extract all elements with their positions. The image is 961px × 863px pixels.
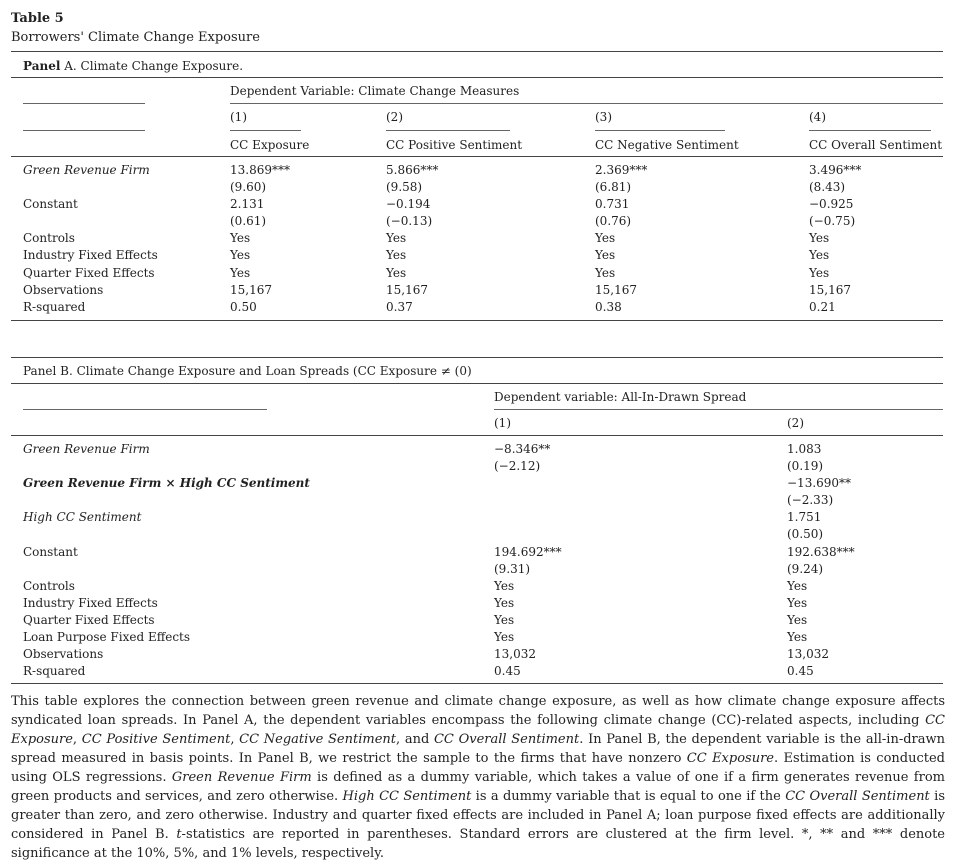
panel-a-dep-var-label: Dependent Variable: Climate Change Measures (230, 84, 520, 98)
panel-b-cell: Yes (494, 596, 515, 610)
panel-a-cell: 15,167 (386, 283, 428, 297)
panel-a-cell: Yes (595, 266, 616, 280)
panel-b-cell: Yes (787, 630, 808, 644)
panel-a-cell: Yes (386, 248, 407, 262)
panel-a-column-number: (1) (230, 110, 247, 124)
panel-a-cell: (0.61) (230, 214, 267, 228)
panel-a-cell: Yes (595, 248, 616, 262)
note-text: This table explores the connection between green revenue and climate change exposure, as well as how climate change exposure affects syndicated loan spreads. In Panel A, the dependent variables encompass the following climate change (CC)-related aspects, including (11, 694, 945, 728)
table-label: Table 5 (11, 11, 64, 26)
panel-a-cell: 15,167 (230, 283, 272, 297)
panel-a-cell: 3.496*** (809, 163, 862, 177)
panel-b-row-label: Controls (23, 579, 75, 593)
panel-a-column-rule (595, 130, 725, 131)
panel-a-rule-top (11, 77, 943, 78)
panel-a-cell: Yes (386, 266, 407, 280)
note-text: is a dummy variable that is equal to one if the (471, 789, 786, 804)
panel-a-cell: (0.76) (595, 214, 632, 228)
panel-b-row-label: Green Revenue Firm (23, 442, 150, 456)
panel-a-title-rest: A. Climate Change Exposure. (60, 59, 244, 73)
panel-b-cell: (9.24) (787, 562, 824, 576)
table-note (11, 692, 945, 863)
panel-a-column-name: CC Exposure (230, 138, 310, 152)
panel-a-cell: 0.50 (230, 300, 257, 314)
panel-b-cell: (0.50) (787, 527, 824, 541)
panel-b-cell: Yes (787, 613, 808, 627)
panel-a-cell: 5.866*** (386, 163, 439, 177)
panel-b-dep-var-label: Dependent variable: All-In-Drawn Spread (494, 390, 747, 404)
panel-a-column-rule (230, 130, 301, 131)
panel-b-column-number: (2) (787, 416, 804, 430)
note-term: CC Exposure (686, 751, 774, 766)
table-title: Borrowers' Climate Change Exposure (11, 30, 260, 45)
panel-a-cell: 15,167 (595, 283, 637, 297)
note-term: CC Positive Sentiment (81, 732, 231, 747)
panel-a-cell: 13.869*** (230, 163, 290, 177)
panel-b-cell: (−2.33) (787, 493, 834, 507)
panel-b-cell: 13,032 (494, 647, 536, 661)
panel-a-column-name: CC Overall Sentiment (809, 138, 943, 152)
panel-a-cell: Yes (230, 248, 251, 262)
top-rule (11, 51, 943, 52)
panel-a-cell: −0.194 (386, 197, 431, 211)
panel-a-cell: Yes (809, 266, 830, 280)
panel-a-cell: 0.731 (595, 197, 630, 211)
panel-b-row-label: Constant (23, 545, 78, 559)
panel-b-cell: −13.690** (787, 476, 852, 490)
note-text: , (230, 732, 240, 747)
note-text: . Estimation is conducted using OLS regressions. (11, 751, 945, 785)
note-term: t (176, 827, 182, 842)
panel-a-cell: Yes (809, 231, 830, 245)
panel-a-column-number: (3) (595, 110, 612, 124)
panel-b-rule-top (11, 357, 943, 358)
panel-b-title-rule (11, 383, 943, 384)
panel-a-cell: Yes (386, 231, 407, 245)
panel-b-cell: 1.083 (787, 442, 822, 456)
note-term: CC Overall Sentiment (433, 732, 580, 747)
note-text: is defined as a dummy variable, which takes a value of one if a firm generates revenue from green products and services, and zero otherwise. (11, 770, 945, 804)
panel-b-cell: 194.692*** (494, 545, 562, 559)
panel-a-cell: 2.131 (230, 197, 265, 211)
panel-b-header-rule (11, 435, 943, 436)
panel-b-cell: Yes (494, 613, 515, 627)
panel-a-cell: (−0.75) (809, 214, 856, 228)
panel-a-bottom-rule (11, 320, 943, 321)
panel-b-cell: 192.638*** (787, 545, 855, 559)
panel-a-cell: 0.38 (595, 300, 622, 314)
panel-b-row-label: R-squared (23, 664, 86, 678)
note-text: is greater than zero, and zero otherwise. Industry and quarter fixed effects are included in Panel A; loan purpose fixed effects are additionally considered in Panel B. (11, 789, 945, 842)
panel-a-cell: 0.37 (386, 300, 413, 314)
panel-b-title: Panel B. Climate Change Exposure and Loan Spreads (CC Exposure ≠ (0) (23, 364, 472, 378)
panel-a-row-label: Quarter Fixed Effects (23, 266, 155, 280)
note-term: Green Revenue Firm (171, 770, 312, 785)
panel-a-column-name: CC Positive Sentiment (386, 138, 523, 152)
panel-b-cell: Yes (494, 579, 515, 593)
panel-b-column-number: (1) (494, 416, 511, 430)
panel-a-cell: (9.60) (230, 180, 267, 194)
panel-a-cell: 15,167 (809, 283, 851, 297)
panel-a-column-number: (4) (809, 110, 826, 124)
panel-a-cell: Yes (809, 248, 830, 262)
panel-b-cell: Yes (494, 630, 515, 644)
panel-a-cell: (9.58) (386, 180, 423, 194)
panel-b-cell: (9.31) (494, 562, 531, 576)
panel-a-row-label: Controls (23, 231, 75, 245)
panel-a-row-label: Industry Fixed Effects (23, 248, 158, 262)
panel-a-cell: (−0.13) (386, 214, 433, 228)
panel-a-row-label: Constant (23, 197, 78, 211)
panel-a-cell: Yes (595, 231, 616, 245)
note-term: High CC Sentiment (342, 789, 472, 804)
panel-b-row-label: Green Revenue Firm × High CC Sentiment (23, 476, 310, 490)
panel-a-cell: −0.925 (809, 197, 854, 211)
note-term: CC Overall Sentiment (785, 789, 930, 804)
panel-b-dep-var-rule (494, 409, 943, 410)
panel-b-cell: Yes (787, 579, 808, 593)
panel-b-row-label: Quarter Fixed Effects (23, 613, 155, 627)
note-text: . In Panel B, the dependent variable is the all-in-drawn spread measured in basis points. In Panel B, we restrict the sample to the firms that have nonzero (11, 732, 945, 766)
panel-b-row-label: Loan Purpose Fixed Effects (23, 630, 191, 644)
note-term: CC Negative Sentiment (239, 732, 396, 747)
panel-a-cell: Yes (230, 266, 251, 280)
panel-b-row-label: Industry Fixed Effects (23, 596, 158, 610)
panel-b-cell: (−2.12) (494, 459, 541, 473)
panel-a-cell: Yes (230, 231, 251, 245)
panel-b-cell: 1.751 (787, 510, 822, 524)
note-term: CC Exposure (11, 713, 945, 747)
panel-b-bottom-rule (11, 683, 943, 684)
panel-b-cell: −8.346** (494, 442, 551, 456)
panel-a-column-name: CC Negative Sentiment (595, 138, 739, 152)
panel-a-row-label: Observations (23, 283, 104, 297)
panel-a-stub-rule-1 (23, 103, 145, 104)
panel-a-cell: (6.81) (595, 180, 632, 194)
panel-a-column-number: (2) (386, 110, 403, 124)
panel-a-cell: 2.369*** (595, 163, 648, 177)
panel-a-column-rule (386, 130, 510, 131)
note-text: , and (396, 732, 434, 747)
panel-a-title (23, 59, 243, 73)
panel-b-cell: (0.19) (787, 459, 824, 473)
panel-a-title-bold: Panel (23, 59, 61, 73)
panel-a-cell: 0.21 (809, 300, 836, 314)
panel-a-row-label: R-squared (23, 300, 86, 314)
panel-a-dep-var-rule (230, 103, 943, 104)
panel-b-row-label: High CC Sentiment (23, 510, 142, 524)
panel-a-row-label: Green Revenue Firm (23, 163, 150, 177)
panel-b-row-label: Observations (23, 647, 104, 661)
panel-b-cell: 0.45 (494, 664, 521, 678)
panel-b-cell: 13,032 (787, 647, 829, 661)
panel-a-stub-rule-2 (23, 130, 145, 131)
panel-a-header-rule (11, 156, 943, 157)
note-text: , (72, 732, 82, 747)
panel-b-stub-rule (23, 409, 267, 410)
panel-a-column-rule (809, 130, 931, 131)
note-text: -statistics are reported in parentheses. Standard errors are clustered at the firm level. *, ** and *** denote significance at the 10%, 5%, and 1% levels, respectively. (11, 827, 945, 861)
panel-b-cell: 0.45 (787, 664, 814, 678)
panel-b-cell: Yes (787, 596, 808, 610)
panel-a-cell: (8.43) (809, 180, 846, 194)
